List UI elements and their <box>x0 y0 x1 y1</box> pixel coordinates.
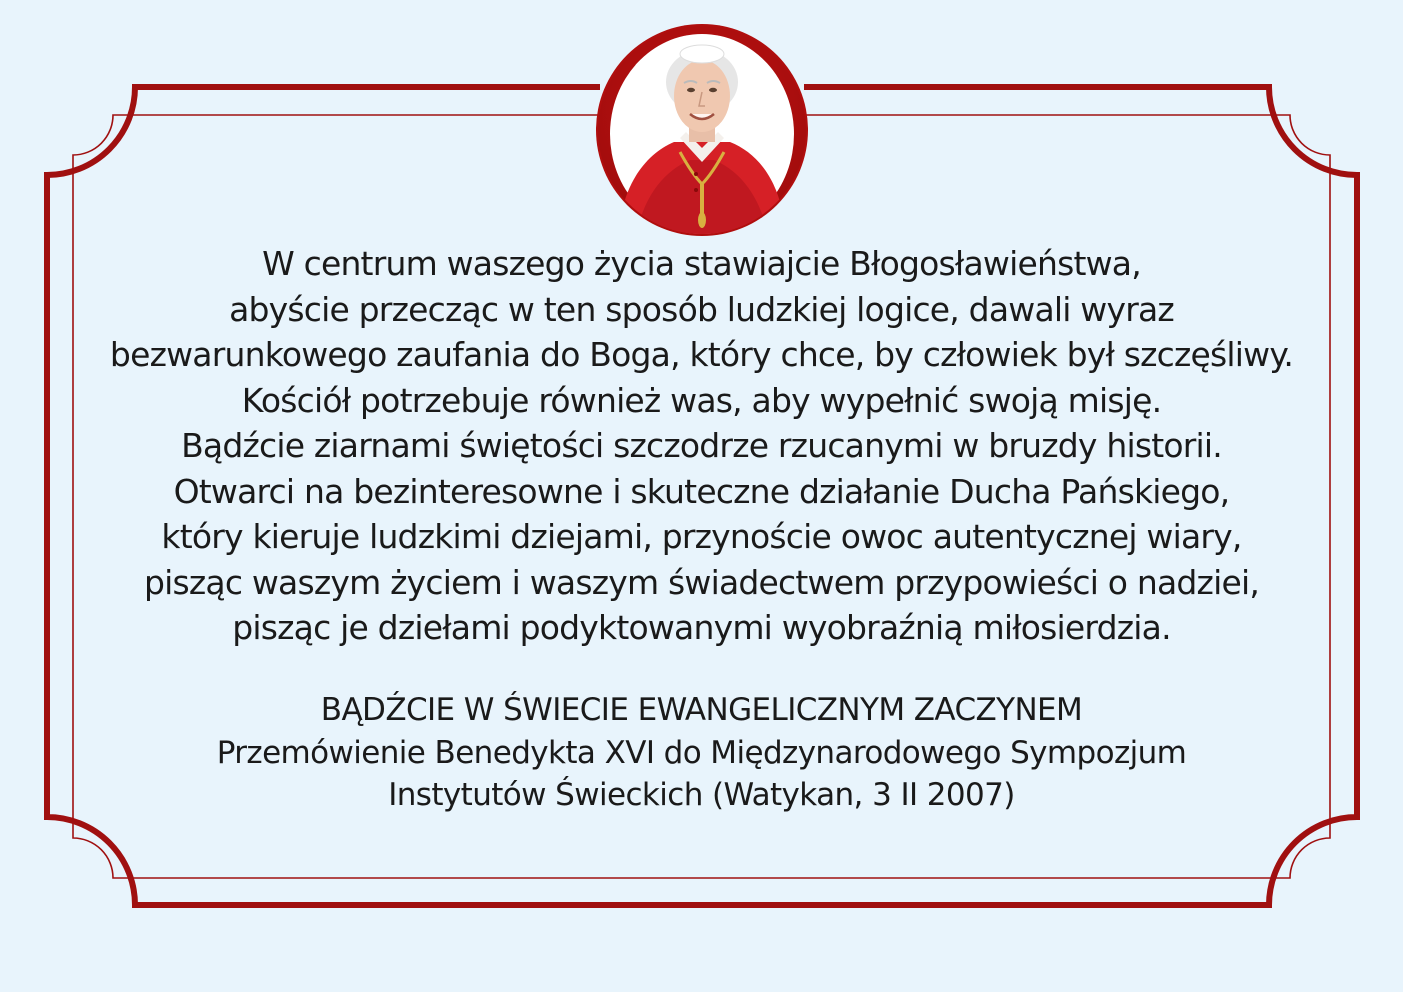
quote-line: bezwarunkowego zaufania do Boga, który chce, by człowiek był szczęśliwy. <box>109 335 1294 374</box>
source-citation <box>0 689 1403 817</box>
quote-line: abyście przecząc w ten sposób ludzkiej logice, dawali wyraz <box>229 289 1174 329</box>
quote-line: Bądźcie ziarnami świętości szczodrze rzucanymi w bruzdy historii. <box>181 426 1222 465</box>
quote-line: pisząc je dziełami podyktowanymi wyobraźnią miłosierdzia. <box>232 608 1171 647</box>
quote-line: Kościół potrzebuje również was, aby wypełnić swoją misję. <box>241 380 1162 420</box>
quote-line: który kieruje ludzkimi dziejami, przynoście owoc autentycznej wiary, <box>161 517 1242 556</box>
quote-line: W centrum waszego życia stawiajcie Błogosławieństwa, <box>262 244 1141 283</box>
quote-line: pisząc waszym życiem i waszym świadectwem przypowieści o nadziei, <box>143 562 1260 602</box>
portrait-photo-icon <box>596 24 808 236</box>
quote-text <box>0 241 1403 651</box>
source-line: Instytutów Świeckich (Watykan, 3 II 2007) <box>388 777 1015 813</box>
quote-line: Otwarci na bezinteresowne i skuteczne działanie Ducha Pańskiego, <box>173 471 1230 511</box>
source-title: BĄDŹCIE W ŚWIECIE EWANGELICZNYM ZACZYNEM <box>320 692 1083 728</box>
source-line: Przemówienie Benedykta XVI do Międzynarodowego Sympozjum <box>216 734 1187 771</box>
